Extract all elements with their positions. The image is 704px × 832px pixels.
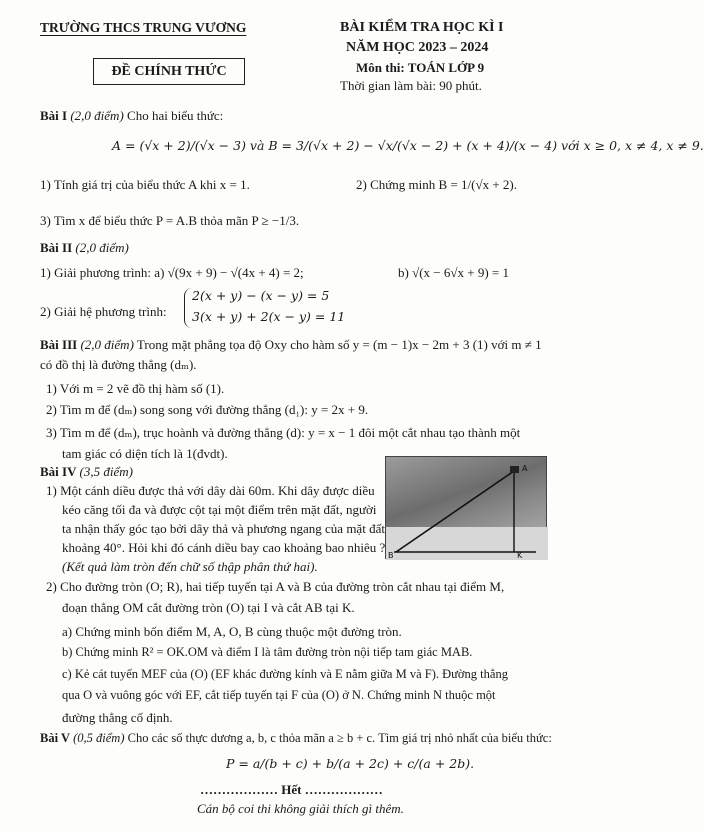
section-2-q2-label: 2) Giải hệ phương trình: xyxy=(40,304,167,319)
section-5-heading xyxy=(40,731,552,746)
exam-subject: Môn thi: TOÁN LỚP 9 xyxy=(356,60,485,75)
footer-note: Cán bộ coi thi không giải thích gì thêm. xyxy=(197,801,404,816)
section-5-title: Bài V xyxy=(40,731,70,745)
kite-shape xyxy=(510,466,519,473)
section-1-points: (2,0 điểm) xyxy=(70,108,124,123)
section-1-q1: 1) Tính giá trị của biểu thức A khi x = 1. xyxy=(40,177,250,192)
section-4-q2-line1: 2) Cho đường tròn (O; R), hai tiếp tuyến tại A và B của đường tròn cắt nhau tại điểm M, xyxy=(46,579,505,594)
ground-area xyxy=(386,527,548,560)
section-4-q1-line4: khoảng 40°. Hỏi khi đó cánh diều bay cao khoảng bao nhiêu ? xyxy=(62,540,386,555)
school-name: TRƯỜNG THCS TRUNG VƯƠNG xyxy=(40,20,247,35)
section-3-points: (2,0 điểm) xyxy=(80,337,134,352)
section-2-heading xyxy=(40,240,129,256)
section-4-q1-line5: (Kết quả làm tròn đến chữ số thập phân thứ hai). xyxy=(62,559,318,574)
exam-time: Thời gian làm bài: 90 phút. xyxy=(340,78,482,93)
section-3-title: Bài III xyxy=(40,337,78,352)
section-4-q1-line2: kéo căng tối đa và được cột tại một điểm trên mặt đất, người xyxy=(62,502,377,517)
label-top: A xyxy=(522,464,528,473)
section-5-formula: P = a/(b + c) + b/(a + 2c) + c/(a + 2b). xyxy=(226,756,475,771)
section-2-title: Bài II xyxy=(40,240,73,255)
section-2-eq1: 2(x + y) − (x − y) = 5 xyxy=(192,288,330,303)
section-1-title: Bài I xyxy=(40,108,68,123)
section-4-qc-line1: c) Kẻ cát tuyến MEF của (O) (EF khác đường kính và E nằm giữa M và F). Đường thẳng xyxy=(62,667,508,681)
section-5-points: (0,5 điểm) xyxy=(73,731,125,745)
section-4-qc-line3: đường thẳng cố định. xyxy=(62,710,173,725)
section-3-intro2: có đồ thị là đường thẳng (dₘ). xyxy=(40,357,197,372)
section-1-q3: 3) Tìm x để biểu thức P = A.B thỏa mãn P ≥ −1/3. xyxy=(40,213,300,228)
official-badge: ĐỀ CHÍNH THỨC xyxy=(93,58,245,85)
end-marker: ……………… Hết ……………… xyxy=(200,782,383,797)
section-4-points: (3,5 điểm) xyxy=(79,464,133,479)
section-2-q1a: 1) Giải phương trình: a) √(9x + 9) − √(4x + 4) = 2; xyxy=(40,265,304,280)
section-2-points: (2,0 điểm) xyxy=(75,240,129,255)
exam-title: BÀI KIỂM TRA HỌC KÌ I xyxy=(340,20,504,35)
section-4-q1-line3: ta nhận thấy góc tạo bởi dây thả và phương ngang của mặt đất xyxy=(62,521,385,536)
section-4-heading xyxy=(40,464,133,480)
label-left: B xyxy=(388,551,394,560)
section-1-heading xyxy=(40,108,223,124)
section-3-q2: 2) Tìm m để (dₘ) song song với đường thẳng (d₁): y = 2x + 9. xyxy=(46,402,369,417)
section-1-intro: Cho hai biểu thức: xyxy=(127,108,224,123)
section-2-eq2: 3(x + y) + 2(x − y) = 11 xyxy=(192,309,346,324)
section-4-q2-line2: đoạn thẳng OM cắt đường tròn (O) tại I và cắt AB tại K. xyxy=(62,600,355,615)
kite-figure xyxy=(385,456,547,559)
section-4-q1-line1: 1) Một cánh diều được thả với dây dài 60m. Khi dây được diều xyxy=(46,483,375,498)
section-3-q1: 1) Với m = 2 vẽ đồ thị hàm số (1). xyxy=(46,381,225,396)
section-1-formula: A = (√x + 2)/(√x − 3) và B = 3/(√x + 2) − √x/(√x − 2) + (x + 4)/(x − 4) với x ≥ 0, x ≠ 4, x ≠ 9. xyxy=(112,138,704,153)
section-4-qb: b) Chứng minh R² = OK.OM và điểm I là tâm đường tròn nội tiếp tam giác MAB. xyxy=(62,645,473,659)
section-4-title: Bài IV xyxy=(40,464,77,479)
exam-year: NĂM HỌC 2023 – 2024 xyxy=(346,40,489,55)
section-4-qa: a) Chứng minh bốn điểm M, A, O, B cùng thuộc một đường tròn. xyxy=(62,624,402,639)
label-right: K xyxy=(517,551,523,560)
system-brace xyxy=(184,288,192,328)
section-4-qc-line2: qua O và vuông góc với EF, cắt tiếp tuyến tại F của (O) ở N. Chứng minh N thuộc một xyxy=(62,688,496,702)
kite-diagram xyxy=(386,457,548,560)
section-3-q3b: tam giác có diện tích là 1(đvdt). xyxy=(62,446,228,461)
section-5-intro: Cho các số thực dương a, b, c thỏa mãn a ≥ b + c. Tìm giá trị nhỏ nhất của biểu thức: xyxy=(127,731,552,745)
section-2-q1b: b) √(x − 6√x + 9) = 1 xyxy=(398,265,510,280)
section-3-q3: 3) Tìm m để (dₘ), trục hoành và đường thẳng (d): y = x − 1 đôi một cắt nhau tạo thành một xyxy=(46,425,521,440)
section-3-heading xyxy=(40,337,542,353)
section-3-intro: Trong mặt phẳng tọa độ Oxy cho hàm số y = (m − 1)x − 2m + 3 (1) với m ≠ 1 xyxy=(136,337,542,352)
section-1-q2: 2) Chứng minh B = 1/(√x + 2). xyxy=(356,177,518,192)
